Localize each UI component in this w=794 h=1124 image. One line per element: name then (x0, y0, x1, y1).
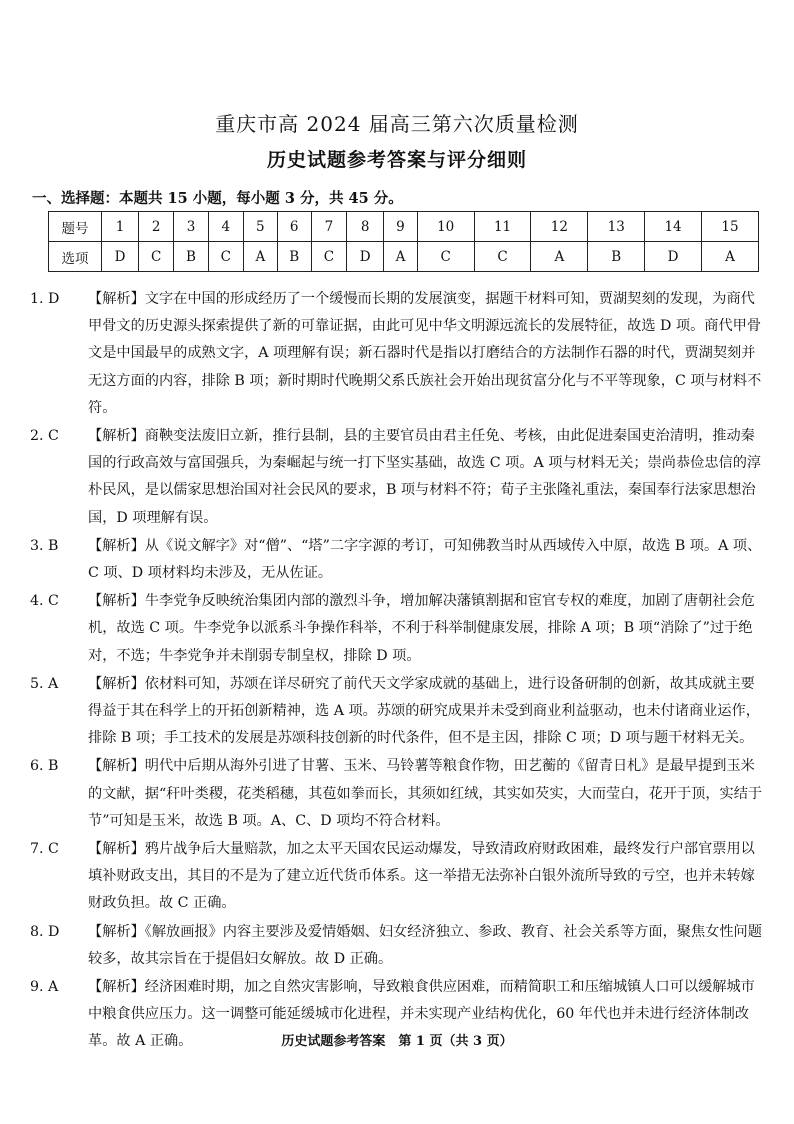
row-label-numbers: 题号 (49, 212, 102, 242)
row-label-answers: 选项 (49, 242, 102, 272)
question-number-cell: 3 (174, 212, 208, 242)
item-explanation-text: 【解析】从《说文解字》对“僧”、“塔”二字字源的考订，可知佛教当时从西域传入中原，故选 B 项。A 项、C 项、D 项材料均未涉及，无从佐证。 (88, 537, 762, 582)
document-title: 重庆市高 2024 届高三第六次质量检测 (215, 112, 579, 136)
answer-table-number-row (49, 212, 759, 242)
question-number-cell: 15 (701, 212, 758, 242)
question-number-cell: 1 (102, 212, 139, 242)
item-number: 3. B (30, 537, 59, 554)
answer-table (48, 211, 759, 272)
answer-cell: A (384, 242, 418, 272)
answer-cell: A (244, 242, 278, 272)
item-number: 9. A (30, 979, 59, 996)
explanation-item (30, 286, 766, 422)
question-number-cell: 8 (347, 212, 384, 242)
item-number: 6. B (30, 758, 59, 775)
explanation-item (30, 588, 766, 670)
item-explanation-text: 【解析】依材料可知，苏颂在详尽研究了前代天文学家成就的基础上，进行设备研制的创新，故其成就主要得益于其在科学上的开拓创新精神，选 A 项。苏颂的研究成果并未受到商业利益驱动，也未付诸商业运作，排除 B 项；手工技术的发展是苏颂科技创新的时代条件，但不是主因，排除 C 项；D 项与题干材料无关。 (88, 675, 760, 747)
item-explanation-text: 【解析】《解放画报》内容主要涉及爱情婚姻、妇女经济独立、参政、教育、社会关系等方面，聚焦女性问题较多，故其宗旨在于提倡妇女解放。故 D 正确。 (88, 923, 762, 967)
item-explanation-text: 【解析】经济困难时期，加之自然灾害影响，导致粮食供应困难，而精简职工和压缩城镇人口可以缓解城市中粮食供应压力。这一调整可能延缓城市化进程，并未实现产业结构优化，60 年代也并未进行经济体制改革。故 A 正确。 (88, 979, 755, 1050)
question-number-cell: 5 (244, 212, 278, 242)
question-number-cell: 11 (474, 212, 531, 242)
answer-cell: B (588, 242, 645, 272)
explanation-item (30, 533, 766, 587)
explanation-item (30, 919, 766, 973)
answer-cell: D (102, 242, 139, 272)
answer-cell: D (347, 242, 384, 272)
answer-cell: C (474, 242, 531, 272)
answer-cell: A (701, 242, 758, 272)
answer-cell: D (645, 242, 702, 272)
item-number: 8. D (30, 923, 60, 940)
item-number: 5. A (30, 675, 59, 692)
question-number-cell: 12 (531, 212, 588, 242)
answer-table-answer-row (49, 242, 759, 272)
page-footer: 历史试题参考答案 第 1 页（共 3 页） (281, 1034, 513, 1049)
question-number-cell: 10 (417, 212, 474, 242)
item-explanation-text: 【解析】鸦片战争后大量赔款，加之太平天国农民运动爆发，导致清政府财政困难，最终发行户部官票用以填补财政支出，其目的不是为了建立近代货币体系。这一举措无法弥补白银外流所导致的亏空，也并未转嫁财政负担。故 C 正确。 (88, 841, 755, 912)
answer-cell: B (277, 242, 311, 272)
item-explanation-text: 【解析】牛李党争反映统治集团内部的激烈斗争，增加解决藩镇割据和宦官专权的难度，加剧了唐朝社会危机，故选 C 项。牛李党争以派系斗争操作科举，不利于科举制健康发展，排除 A 项；B 项“消除了”过于绝对，不选；牛李党争并未削弱专制皇权，排除 D 项。 (88, 593, 755, 664)
explanation-item (30, 753, 766, 835)
document-subtitle: 历史试题参考答案与评分细则 (266, 149, 527, 171)
question-number-cell: 7 (311, 212, 346, 242)
item-explanation-text: 【解析】文字在中国的形成经历了一个缓慢而长期的发展演变，据题干材料可知，贾湖契刻的发现，为商代甲骨文的历史源头探索提供了新的可靠证据，由此可见中华文明源远流长的发展特征，故选 D 项。商代甲骨文是中国最早的成熟文字，A 项理解有误；新石器时代是指以打磨结合的方法制作石器的时代，贾湖契刻并无这方面的内容，排除 B 项；新时期时代晚期父系氏族社会开始出现贫富分化与不平等现象，C 项与材料不符。 (88, 291, 762, 416)
answer-cell: C (208, 242, 243, 272)
section-heading: 一、选择题：本题共 15 小题，每小题 3 分，共 45 分。 (32, 190, 403, 207)
item-explanation-text: 【解析】明代中后期从海外引进了甘薯、玉米、马铃薯等粮食作物，田艺蘅的《留青日札》是最早提到玉米的文献，据“秆叶类稷，花类稻穗，其苞如拳而长，其须如红绒，其实如芡实，大而莹白，花开于顶，实结于节”可知是玉米，故选 B 项。A、C、D 项均不符合材料。 (88, 758, 763, 829)
question-number-cell: 9 (384, 212, 418, 242)
item-number: 4. C (30, 593, 59, 610)
answer-cell: B (174, 242, 208, 272)
explanation-item (30, 671, 766, 753)
item-number: 7. C (30, 841, 59, 858)
explanation-item (30, 836, 766, 918)
item-number: 2. C (30, 428, 59, 445)
question-number-cell: 6 (277, 212, 311, 242)
answer-cell: C (138, 242, 173, 272)
answer-cell: C (311, 242, 346, 272)
question-number-cell: 2 (138, 212, 173, 242)
explanation-item (30, 423, 766, 532)
answer-cell: A (531, 242, 588, 272)
explanations-list (30, 286, 766, 1057)
question-number-cell: 4 (208, 212, 243, 242)
question-number-cell: 14 (645, 212, 702, 242)
answer-cell: C (417, 242, 474, 272)
question-number-cell: 13 (588, 212, 645, 242)
item-explanation-text: 【解析】商鞅变法废旧立新，推行县制，县的主要官员由君主任免、考核，由此促进秦国吏治清明，推动秦国的行政高效与富国强兵，为秦崛起与统一打下坚实基础，故选 C 项。A 项与材料无关；崇尚恭俭忠信的淳朴民风，是以儒家思想治国对社会民风的要求，B 项与材料不符；荀子主张隆礼重法，秦国奉行法家思想治国，D 项理解有误。 (88, 428, 762, 526)
item-number: 1. D (30, 291, 60, 307)
